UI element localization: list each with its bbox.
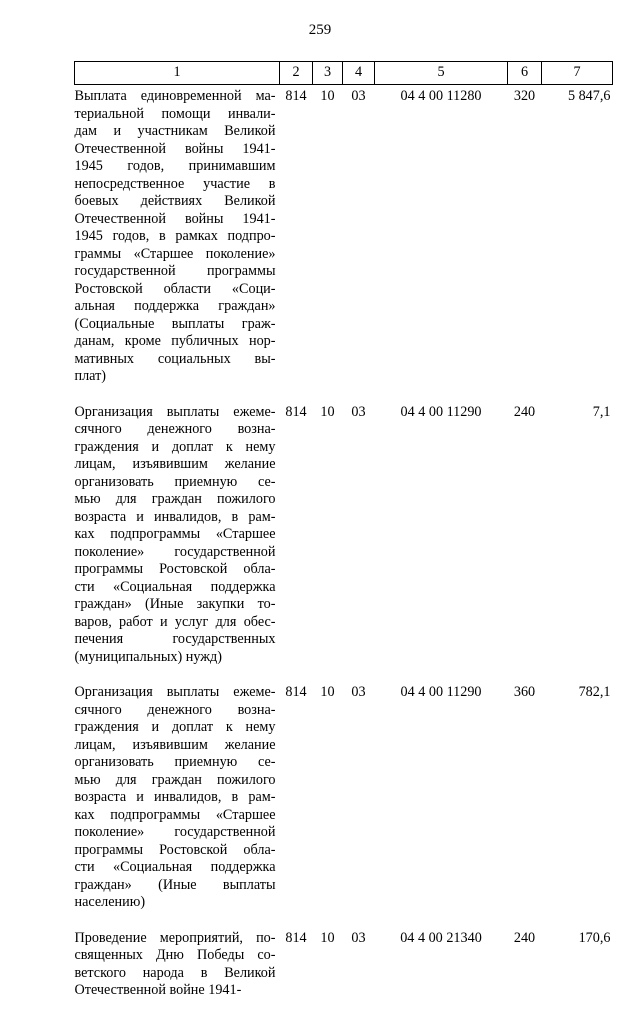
department-code-cell: 814 <box>285 403 307 420</box>
description-line: возраста и инвалидов, в рам- <box>74 789 276 805</box>
description-line: 1945 годов, принимавшим <box>74 158 276 174</box>
subsection-code-cell: 03 <box>351 403 366 420</box>
description-line: государственной программы <box>74 263 276 279</box>
description-line: мью для граждан пожилого <box>74 491 276 507</box>
section-code-cell: 10 <box>320 929 335 946</box>
section-code-cell: 10 <box>320 684 335 700</box>
description-line: ветского народа в Великой <box>74 964 276 981</box>
description-line: ках подпрограммы «Старшее <box>74 526 276 542</box>
table-row <box>75 85 613 401</box>
description-line: программы Ростовской обла- <box>74 841 276 858</box>
row-description <box>75 681 280 927</box>
description-line: данам, кроме публичных нор- <box>74 333 276 349</box>
description-line: организовать приемную се- <box>74 754 276 770</box>
description-line: Отечественной войне 1941- <box>74 982 242 998</box>
table-row <box>75 401 613 682</box>
target-item-code-cell: 04 4 00 21340 <box>400 929 482 946</box>
description-line: Выплата единовременной ма- <box>74 88 276 104</box>
description-line: Отечественной войны 1941- <box>74 210 276 227</box>
description-line: Ростовской области «Соци- <box>74 280 276 297</box>
description-line: Организация выплаты ежеме- <box>74 403 276 420</box>
table-header-row <box>75 62 613 85</box>
section-code-cell: 10 <box>320 403 335 420</box>
department-code-cell: 814 <box>285 929 307 946</box>
page-number: 259 <box>308 22 332 38</box>
amount-cell: 782,1 <box>578 684 611 700</box>
description-line: плат) <box>74 368 107 384</box>
expense-type-cell: 240 <box>513 929 536 946</box>
column-header-7: 7 <box>542 62 613 85</box>
description-line: мативных социальных вы- <box>74 350 276 367</box>
description-line: Проведение мероприятий, по- <box>74 929 276 946</box>
description-line: возраста и инвалидов, в рам- <box>74 508 276 525</box>
subsection-code-cell: 03 <box>351 88 366 104</box>
section-code-cell: 10 <box>320 88 335 104</box>
description-line: Организация выплаты ежеме- <box>74 684 276 700</box>
table-row <box>75 927 613 1015</box>
description-line: организовать приемную се- <box>74 473 276 490</box>
description-line: дам и участникам Великой <box>74 123 276 139</box>
target-item-code-cell: 04 4 00 11280 <box>400 88 482 104</box>
amount-cell: 5 847,6 <box>567 88 611 104</box>
description-line: боевых действиях Великой <box>74 193 276 209</box>
description-line: непосредственное участие в <box>74 175 276 192</box>
description-line: программы Ростовской обла- <box>74 561 276 577</box>
description-line: граждан» (Иные выплаты <box>74 876 276 893</box>
column-header-6: 6 <box>508 62 542 85</box>
description-line: (Социальные выплаты граж- <box>74 315 276 332</box>
description-line: сти «Социальная поддержка <box>74 578 276 595</box>
expense-type-cell: 320 <box>513 88 536 104</box>
expense-type-cell: 240 <box>513 403 536 420</box>
column-header-4: 4 <box>343 62 375 85</box>
row-description <box>75 85 280 401</box>
description-line: сячного денежного возна- <box>74 701 276 718</box>
column-header-1: 1 <box>75 62 280 85</box>
subsection-code-cell: 03 <box>351 684 366 700</box>
description-line: сячного денежного возна- <box>74 421 276 437</box>
target-item-code-cell: 04 4 00 11290 <box>400 684 482 700</box>
description-line: териальной помощи инвали- <box>74 105 276 122</box>
description-line: лицам, изъявившим желание <box>74 736 276 753</box>
budget-table <box>74 61 613 1015</box>
description-line: священных Дню Победы со- <box>74 947 276 963</box>
description-line: ках подпрограммы «Старшее <box>74 806 276 823</box>
description-line: лицам, изъявившим желание <box>74 456 276 472</box>
description-line: Отечественной войны 1941- <box>74 140 276 157</box>
description-line: альная поддержка граждан» <box>74 298 276 314</box>
description-line: граждения и доплат к нему <box>74 719 276 735</box>
description-line: (муниципальных) нужд) <box>74 648 222 665</box>
department-code-cell: 814 <box>285 684 307 700</box>
description-line: граждения и доплат к нему <box>74 438 276 455</box>
expense-type-cell: 360 <box>513 684 536 700</box>
amount-cell: 7,1 <box>592 403 611 420</box>
table-row <box>75 681 613 927</box>
description-line: граждан» (Иные закупки то- <box>74 596 276 612</box>
row-description <box>75 927 280 1015</box>
description-line: поколение» государственной <box>74 543 276 560</box>
column-header-2: 2 <box>280 62 313 85</box>
row-description <box>75 401 280 682</box>
description-line: граммы «Старшее поколение» <box>74 245 276 262</box>
description-line: варов, работ и услуг для обес- <box>74 613 276 630</box>
column-header-5: 5 <box>375 62 508 85</box>
description-line: населению) <box>74 894 146 910</box>
description-line: печения государственных <box>74 631 276 647</box>
target-item-code-cell: 04 4 00 11290 <box>400 403 482 420</box>
column-header-3: 3 <box>313 62 343 85</box>
amount-cell: 170,6 <box>578 929 611 946</box>
description-line: сти «Социальная поддержка <box>74 859 276 875</box>
subsection-code-cell: 03 <box>351 929 366 946</box>
department-code-cell: 814 <box>285 88 307 104</box>
description-line: мью для граждан пожилого <box>74 771 276 788</box>
description-line: 1945 годов, в рамках подпро- <box>74 228 276 244</box>
description-line: поколение» государственной <box>74 824 276 840</box>
